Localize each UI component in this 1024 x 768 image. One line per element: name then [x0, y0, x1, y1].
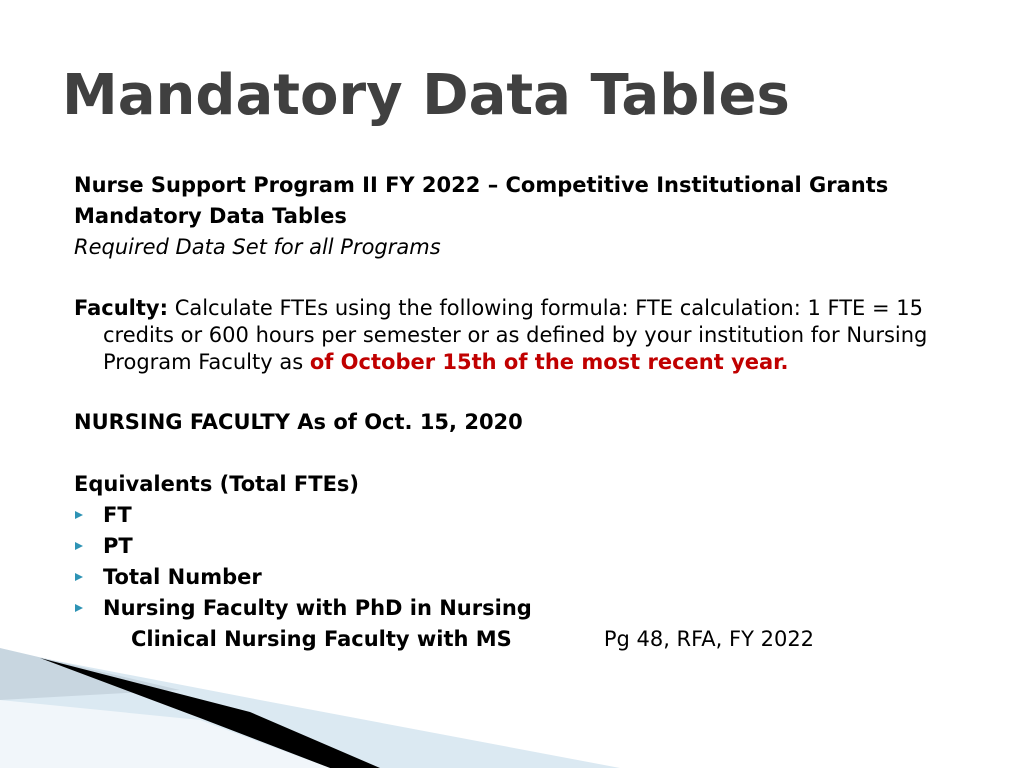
- slide-title: Mandatory Data Tables: [62, 63, 790, 128]
- triangle-bullet-icon: [75, 511, 83, 519]
- equivalents-heading: Equivalents (Total FTEs): [74, 472, 360, 496]
- clinical-faculty-line: [74, 624, 964, 655]
- triangle-bullet-icon: [75, 573, 83, 581]
- list-item: Total Number: [74, 562, 964, 593]
- clinical-faculty-label: Clinical Nursing Faculty with MS: [131, 627, 512, 651]
- faculty-paragraph: [74, 295, 964, 376]
- faculty-formula-text: Calculate FTEs using the following formula: FTE calculation: 1 FTE = 15 credits or 600 hours per semester or as defined by your institution for Nursing Program Faculty as: [103, 296, 928, 374]
- triangle-bullet-icon: [75, 604, 83, 612]
- page-reference: Pg 48, RFA, FY 2022: [603, 627, 815, 651]
- list-item: PT: [74, 531, 964, 562]
- list-item: Nursing Faculty with PhD in Nursing: [74, 593, 964, 624]
- faculty-label: Faculty:: [74, 296, 169, 320]
- nursing-faculty-heading: NURSING FACULTY As of Oct. 15, 2020: [74, 410, 523, 434]
- tables-heading: Mandatory Data Tables: [74, 204, 347, 228]
- program-heading: Nurse Support Program II FY 2022 – Competitive Institutional Grants: [74, 173, 889, 197]
- list-item: FT: [74, 500, 964, 531]
- faculty-date-highlight: of October 15th of the most recent year.: [309, 350, 789, 374]
- fte-bullet-list: [74, 500, 964, 624]
- slide-body: [74, 170, 964, 655]
- triangle-bullet-icon: [75, 542, 83, 550]
- required-data-subtitle: Required Data Set for all Programs: [74, 235, 441, 259]
